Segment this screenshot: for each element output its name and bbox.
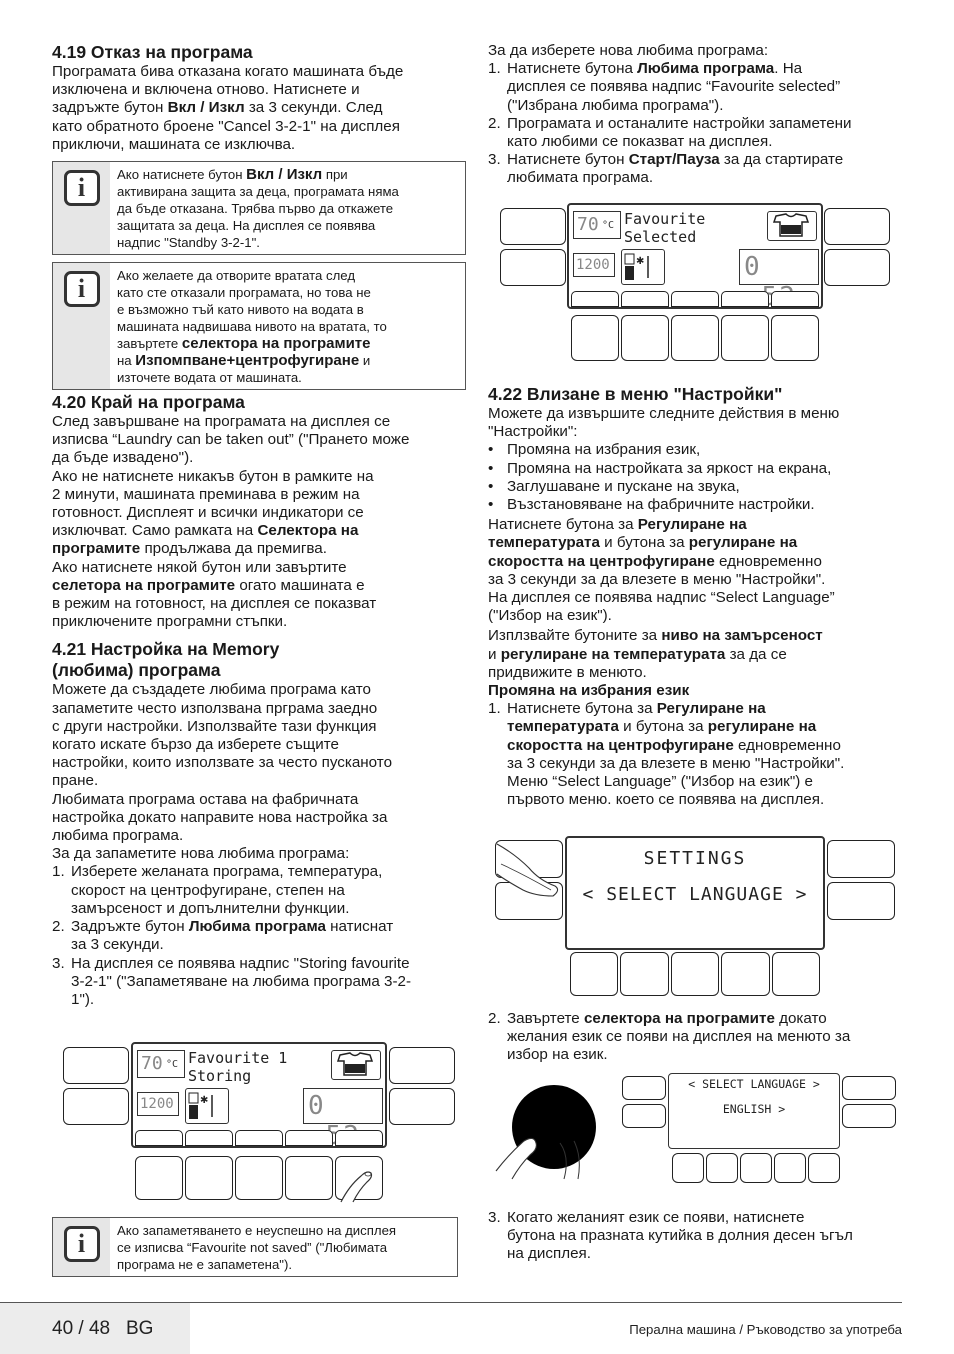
paragraph: температурата и бутона за регулиране на bbox=[488, 534, 798, 552]
bottom-button bbox=[185, 1156, 233, 1200]
menu-tab bbox=[721, 291, 769, 307]
bottom-button bbox=[621, 315, 669, 361]
level-icon bbox=[621, 249, 665, 285]
finger-icon bbox=[331, 1164, 391, 1204]
paragraph: с други настройки. Използвайте тази функция bbox=[52, 717, 377, 735]
numbered-list bbox=[488, 1010, 902, 1065]
side-button bbox=[824, 249, 890, 286]
bottom-button bbox=[571, 315, 619, 361]
paragraph: приключените програмни стъпки. bbox=[52, 613, 288, 631]
spin-box: 1200 bbox=[137, 1092, 179, 1116]
paragraph: ("Избор на език"). bbox=[488, 607, 612, 625]
side-button bbox=[389, 1088, 455, 1125]
paragraph: "Настройки": bbox=[488, 423, 578, 441]
paragraph: селетора на програмите огато машината е bbox=[52, 576, 365, 594]
paragraph: Можете да извършите следните действия в меню bbox=[488, 405, 840, 422]
lcd-screen bbox=[668, 1073, 840, 1149]
bottom-button bbox=[671, 315, 719, 361]
level-icon bbox=[185, 1088, 229, 1124]
program-selector-knob-icon bbox=[494, 1083, 604, 1183]
list-item: • Заглушаване и пускане на звука, bbox=[488, 477, 740, 495]
svg-text:✱: ✱ bbox=[636, 256, 645, 267]
numbered-list bbox=[488, 700, 902, 809]
bottom-button bbox=[721, 952, 769, 996]
list-item: 1. Изберете желаната програма, температура, скорост на центрофугиране, степен на замърсеност и допълнителни функции. bbox=[52, 863, 383, 917]
paragraph: Ако натиснете някой бутон или завъртите bbox=[52, 558, 347, 576]
paragraph: в режим на готовност, на дисплея се показват bbox=[52, 595, 377, 613]
list-item: 1. Натиснете бутона Любима програма. На дисплея се появява надпис “Favourite selected” ("Избрана любима програма"). bbox=[488, 60, 841, 114]
info-note: i Ако желаете да отворите вратата след като сте отказали програмата, но това не е възможно тъй като нивото на водата в машината надвишава нивото на вратата, то завъртете селектора на програмите на Изпомпване+центрофугиране и източете водата от машината. bbox=[52, 262, 466, 390]
menu-tab bbox=[571, 291, 619, 307]
lcd-text: < SELECT LANGUAGE > bbox=[688, 1077, 820, 1091]
side-button bbox=[63, 1088, 129, 1125]
paragraph: настройка докато направите нова настройка за bbox=[52, 808, 388, 826]
bottom-button bbox=[808, 1153, 840, 1183]
menu-tab bbox=[671, 291, 719, 307]
paragraph: пране. bbox=[52, 772, 99, 790]
list-item: 3. Натиснете бутон Старт/Пауза за да стартирате любимата програма. bbox=[488, 151, 844, 187]
side-button bbox=[842, 1076, 896, 1100]
left-column bbox=[52, 42, 466, 1009]
list-item: 1. Натиснете бутона за Регулиране на температурата и бутона за регулиране на скоростта на центрофугиране едновременно за 3 секунди за да влезете в меню "Настройки". Меню “Select Language” ("Избор на език") е първото меню. което се появява на дисплея. bbox=[488, 700, 845, 809]
paragraph: Натиснете бутона за Регулиране на bbox=[488, 516, 747, 534]
paragraph: За да изберете нова любима програма: bbox=[488, 42, 769, 59]
side-button bbox=[389, 1047, 455, 1084]
lcd-screen bbox=[567, 203, 823, 309]
paragraph: когато искате бързо да изберете същите bbox=[52, 736, 339, 754]
side-button bbox=[827, 840, 895, 878]
list-item: • Промяна на избрания език, bbox=[488, 441, 701, 459]
lcd-text: Favourite 1 Storing bbox=[188, 1049, 288, 1085]
bullet-list bbox=[488, 441, 902, 514]
bottom-button bbox=[740, 1153, 772, 1183]
info-icon: i bbox=[64, 271, 100, 307]
bottom-button bbox=[721, 315, 769, 361]
section-4-22 bbox=[488, 384, 902, 809]
info-icon: i bbox=[64, 170, 100, 206]
side-button bbox=[500, 208, 566, 245]
paragraph: запаметите често използвана прграма заедно bbox=[52, 699, 378, 717]
paragraph: изключват. Само рамката на Селектора на bbox=[52, 522, 359, 540]
side-button bbox=[622, 1076, 666, 1100]
info-icon: i bbox=[64, 1226, 100, 1262]
numbered-list bbox=[52, 863, 466, 1009]
paragraph: придвижите в менюто. bbox=[488, 663, 647, 681]
paragraph: задръжте бутон Вкл / Изкл за 3 секунди. След bbox=[52, 99, 383, 117]
paragraph: приключи, машината се изключва. bbox=[52, 135, 296, 153]
right-column bbox=[488, 42, 902, 188]
display-panel-settings bbox=[495, 834, 895, 996]
info-note: i Ако натиснете бутон Вкл / Изкл при активирана защита за деца, програмата няма да бъде отказана. Трябва първо да откажете защитата за деца. На дисплея се появява надпис "Standby 3-2-1". bbox=[52, 161, 466, 255]
paragraph: Можете да създадете любима програма като bbox=[52, 681, 371, 699]
paragraph: На дисплея се появява надпис “Select Language” bbox=[488, 589, 835, 607]
bottom-button bbox=[570, 952, 618, 996]
bottom-button bbox=[672, 1153, 704, 1183]
subheading: Промяна на избрания език bbox=[488, 682, 690, 700]
paragraph: Любимата програма остава на фабричната bbox=[52, 790, 359, 808]
time-box: 0 bbox=[303, 1088, 383, 1124]
info-note: i Ако запаметяването е неуспешно на дисплея се изписва “Favourite not saved” ("Любимата програма не е запаметена"). bbox=[52, 1217, 458, 1277]
paragraph: и регулиране на температурата за да се bbox=[488, 645, 787, 663]
side-button bbox=[500, 249, 566, 286]
paragraph: готовност. Дисплеят и всички индикатори се bbox=[52, 504, 364, 522]
side-button bbox=[827, 882, 895, 920]
menu-tab bbox=[621, 291, 669, 307]
paragraph: за 3 секунди за да влезете в меню "Настройки". bbox=[488, 570, 826, 588]
paragraph: изключена и включена отново. Натиснете и bbox=[52, 81, 360, 99]
section-4-21-title-cont: (любима) програма bbox=[52, 660, 221, 681]
numbered-list bbox=[488, 1209, 902, 1264]
side-button bbox=[63, 1047, 129, 1084]
paragraph: любима програма. bbox=[52, 827, 184, 845]
lcd-text: SETTINGS bbox=[643, 848, 747, 869]
paragraph: скоростта на центрофугиране едновременно bbox=[488, 552, 822, 570]
shirt-icon bbox=[767, 211, 817, 241]
spin-box: 1200 bbox=[573, 253, 615, 277]
paragraph: да бъде извадено"). bbox=[52, 449, 194, 467]
display-panel-storing bbox=[63, 1042, 455, 1204]
lcd-text: < SELECT LANGUAGE > bbox=[582, 884, 808, 905]
section-4-20-title: 4.20 Край на програма bbox=[52, 392, 245, 413]
time-box: 0 bbox=[739, 249, 819, 285]
side-button bbox=[842, 1104, 896, 1128]
menu-tab bbox=[771, 291, 819, 307]
section-4-21-title: 4.21 Настройка на Memory bbox=[52, 639, 280, 660]
paragraph: 2 минути, машината преминава в режим на bbox=[52, 485, 360, 503]
numbered-list bbox=[488, 60, 902, 187]
list-item: • Промяна на настройката за яркост на екрана, bbox=[488, 459, 832, 477]
bottom-button bbox=[235, 1156, 283, 1200]
list-item: • Възстановяване на фабричните настройки. bbox=[488, 496, 815, 514]
paragraph: Ако не натиснете никакъв бутон в рамките на bbox=[52, 467, 374, 485]
display-panel-selected bbox=[500, 203, 890, 361]
side-button bbox=[824, 208, 890, 245]
paragraph: За да запаметите нова любима програма: bbox=[52, 845, 350, 863]
footer-text: Перална машина / Ръководство за употреба bbox=[629, 1322, 902, 1337]
lcd-text: Favourite Selected bbox=[624, 210, 706, 246]
paragraph: Програмата бива отказана когато машината бъде bbox=[52, 63, 404, 80]
menu-tab bbox=[185, 1130, 233, 1146]
lcd-screen bbox=[565, 836, 825, 950]
temp-box: 70 °C bbox=[137, 1050, 185, 1078]
bottom-button bbox=[772, 952, 820, 996]
bottom-button bbox=[706, 1153, 738, 1183]
page-number: 40 / 48 BG bbox=[52, 1318, 154, 1339]
bottom-button bbox=[774, 1153, 806, 1183]
list-item: 3. На дисплея се появява надпис "Storing favourite 3-2-1" ("Запаметяване на любима програма 3-2- 1"). bbox=[52, 954, 412, 1008]
display-panel-language bbox=[494, 1073, 896, 1185]
bottom-button bbox=[671, 952, 719, 996]
list-item: 2. Задръжте бутон Любима програма натиснат за 3 секунди. bbox=[52, 918, 394, 954]
lcd-screen bbox=[131, 1042, 387, 1148]
side-button bbox=[622, 1104, 666, 1128]
menu-tab bbox=[285, 1130, 333, 1146]
menu-tab bbox=[235, 1130, 283, 1146]
hand-icon bbox=[495, 834, 565, 906]
bottom-button bbox=[771, 315, 819, 361]
lcd-text: ENGLISH > bbox=[722, 1102, 786, 1116]
paragraph: Изплзвайте бутоните за ниво на замърсеност bbox=[488, 627, 823, 645]
paragraph: програмите продължава да премигва. bbox=[52, 540, 327, 558]
bottom-button bbox=[135, 1156, 183, 1200]
list-item: 3. Когато желаният език се появи, натиснете бутона на празната кутийка в долния десен ъгъл на дисплея. bbox=[488, 1209, 853, 1263]
list-item: 2. Завъртете селектора на програмите докато желания език се появи на дисплея на менюто за избор на език. bbox=[488, 1010, 851, 1064]
paragraph: След завършване на програмата на дисплея се bbox=[52, 413, 391, 431]
temp-box: 70 °C bbox=[573, 211, 621, 239]
svg-text:✱: ✱ bbox=[200, 1095, 209, 1106]
list-item: 2. Програмата и останалите настройки запаметени като любими се показват на дисплея. bbox=[488, 114, 852, 151]
menu-tab bbox=[135, 1130, 183, 1146]
paragraph: настройки, които използвате за често пусканото bbox=[52, 754, 393, 772]
paragraph: като обратното броене "Cancel 3-2-1" на дисплея bbox=[52, 117, 400, 135]
shirt-icon bbox=[331, 1050, 381, 1080]
paragraph: изписва “Laundry can be taken out” ("Прането може bbox=[52, 431, 410, 449]
bottom-button bbox=[620, 952, 668, 996]
section-4-22-title: 4.22 Влизане в меню "Настройки" bbox=[488, 384, 783, 404]
bottom-button bbox=[285, 1156, 333, 1200]
menu-tab bbox=[335, 1130, 383, 1146]
footer-rule bbox=[0, 1302, 902, 1303]
section-4-19-title: 4.19 Отказ на програма bbox=[52, 42, 253, 62]
